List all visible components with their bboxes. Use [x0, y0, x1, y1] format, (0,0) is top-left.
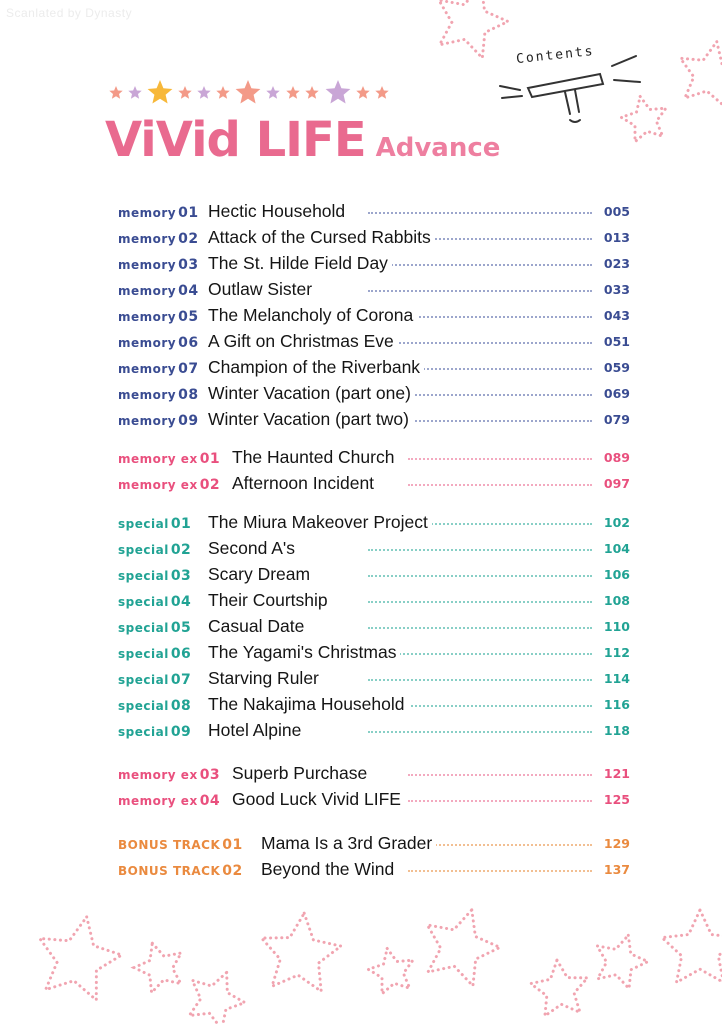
title-main: ViVid LIFE: [105, 112, 366, 168]
entry-title: The Miura Makeover Project: [208, 512, 432, 533]
entry-number: 03: [178, 257, 199, 273]
entry-label: [118, 477, 220, 493]
entry-page-number: 043: [603, 308, 630, 323]
toc-entry: [118, 832, 630, 856]
entry-page-number: 108: [603, 593, 630, 608]
entry-label: [118, 257, 199, 273]
entry-kind: special: [118, 543, 169, 557]
entry-title: Hectic Household: [208, 201, 349, 222]
entry-kind: special: [118, 621, 169, 635]
entry-number: 04: [170, 594, 192, 610]
entry-kind: special: [118, 725, 169, 739]
star-icon: [356, 86, 369, 99]
entry-title: A Gift on Christmas Eve: [208, 331, 398, 352]
toc-entry: [118, 537, 630, 561]
entry-page-number: 069: [603, 386, 630, 401]
entry-number: 08: [178, 387, 199, 403]
toc-entry: [118, 719, 630, 743]
entry-title: Starving Ruler: [208, 668, 323, 689]
leader-dots: [368, 290, 592, 292]
toc-entry: [118, 762, 630, 786]
entry-number: 02: [170, 542, 192, 558]
entry-title: Outlaw Sister: [208, 279, 316, 300]
entry-kind: special: [118, 647, 169, 661]
dotted-star-icon: [134, 943, 181, 992]
dotted-star-icon: [531, 960, 588, 1016]
entry-number: 02: [199, 477, 221, 493]
entry-label: [118, 863, 243, 879]
entry-number: 03: [170, 568, 192, 584]
toc-entry: [118, 858, 630, 882]
entry-kind: memory ex: [118, 794, 198, 808]
toc-entry: [118, 472, 630, 496]
entry-page-number: 089: [603, 450, 630, 465]
leader-dots: [368, 679, 592, 681]
entry-label: [118, 451, 220, 467]
entry-title: Casual Date: [208, 616, 308, 637]
entry-kind: memory ex: [118, 452, 198, 466]
entry-kind: memory ex: [118, 478, 198, 492]
scanlator-watermark: Scanlated by Dynasty: [6, 6, 133, 20]
entry-label: [118, 283, 199, 299]
entry-title: The Melancholy of Corona: [208, 305, 417, 326]
dotted-star-icon: [662, 910, 722, 982]
entry-title: Their Courtship: [208, 590, 332, 611]
dotted-star-icon: [189, 972, 245, 1024]
toc-entry: [118, 788, 630, 812]
entry-kind: special: [118, 569, 169, 583]
leader-dots: [368, 342, 592, 344]
entry-label: [118, 646, 191, 662]
entry-label: [118, 568, 191, 584]
toc-entry: [118, 356, 630, 380]
leader-dots: [368, 212, 592, 214]
entry-number: 02: [178, 231, 199, 247]
dotted-star-icon: [427, 910, 500, 986]
leader-dots: [408, 484, 592, 486]
entry-page-number: 137: [603, 862, 630, 877]
entry-number: 03: [199, 767, 221, 783]
entry-label: [118, 594, 191, 610]
toc-entry: [118, 667, 630, 691]
entry-page-number: 116: [603, 697, 630, 712]
dotted-star-icon: [439, 0, 508, 58]
leader-dots: [368, 549, 592, 551]
entry-title: Hotel Alpine: [208, 720, 305, 741]
leader-dots: [368, 575, 592, 577]
star-icon: [236, 80, 261, 104]
dotted-star-icon: [40, 917, 122, 1000]
toc-entry: [118, 200, 630, 224]
entry-page-number: 079: [603, 412, 630, 427]
entry-kind: memory: [118, 388, 177, 402]
entry-kind: memory: [118, 232, 177, 246]
star-icon: [197, 86, 210, 99]
entry-title: The Yagami's Christmas: [208, 642, 400, 663]
entry-page-number: 114: [603, 671, 630, 686]
series-title: [105, 110, 500, 170]
entry-label: [118, 413, 199, 429]
entry-label: [118, 335, 199, 351]
toc-entry: [118, 589, 630, 613]
toc-entry: [118, 693, 630, 717]
leader-dots: [408, 800, 592, 802]
entry-title: Good Luck Vivid LIFE: [232, 789, 405, 810]
entry-page-number: 059: [603, 360, 630, 375]
entry-kind: special: [118, 673, 169, 687]
entry-title: The Nakajima Household: [208, 694, 409, 715]
entry-number: 04: [199, 793, 221, 809]
entry-title: Scary Dream: [208, 564, 314, 585]
entry-kind: BONUS TRACK: [118, 864, 221, 878]
entry-kind: memory ex: [118, 768, 198, 782]
entry-kind: memory: [118, 362, 177, 376]
entry-label: [118, 698, 191, 714]
entry-title: Superb Purchase: [232, 763, 371, 784]
leader-dots: [408, 458, 592, 460]
toc-entry: [118, 304, 630, 328]
entry-page-number: 005: [603, 204, 630, 219]
entry-label: [118, 542, 191, 558]
entry-page-number: 013: [603, 230, 630, 245]
toc-entry: [118, 446, 630, 470]
entry-page-number: 125: [603, 792, 630, 807]
entry-label: [118, 361, 199, 377]
entry-label: [118, 387, 199, 403]
entry-number: 09: [178, 413, 199, 429]
entry-title: Champion of the Riverbank: [208, 357, 424, 378]
entry-label: [118, 767, 220, 783]
entry-kind: memory: [118, 258, 177, 272]
leader-dots: [408, 774, 592, 776]
entry-kind: memory: [118, 414, 177, 428]
toc-entry: [118, 330, 630, 354]
entry-label: [118, 205, 199, 221]
entry-title: Afternoon Incident: [232, 473, 378, 494]
star-icon: [148, 80, 173, 104]
toc-entry: [118, 408, 630, 432]
toc-entry: [118, 278, 630, 302]
entry-number: 07: [170, 672, 192, 688]
contents-label: Contents: [515, 43, 596, 68]
entry-number: 01: [222, 837, 243, 853]
entry-number: 04: [178, 283, 199, 299]
star-icon: [375, 86, 388, 99]
entry-label: [118, 620, 191, 636]
entry-kind: memory: [118, 336, 177, 350]
toc-entry: [118, 252, 630, 276]
entry-page-number: 106: [603, 567, 630, 582]
entry-page-number: 129: [603, 836, 630, 851]
entry-title: Winter Vacation (part two): [208, 409, 413, 430]
entry-title: Second A's: [208, 538, 299, 559]
entry-label: [118, 793, 220, 809]
star-icon: [178, 86, 191, 99]
entry-kind: special: [118, 595, 169, 609]
entry-kind: memory: [118, 310, 177, 324]
star-icon: [305, 86, 318, 99]
entry-number: 01: [170, 516, 192, 532]
star-icon: [109, 86, 122, 99]
entry-title: The Haunted Church: [232, 447, 398, 468]
leader-dots: [368, 601, 592, 603]
entry-page-number: 112: [603, 645, 630, 660]
entry-number: 06: [178, 335, 199, 351]
entry-number: 05: [170, 620, 192, 636]
entry-label: [118, 231, 199, 247]
title-sub: Advance: [375, 133, 501, 163]
entry-page-number: 118: [603, 723, 630, 738]
entry-page-number: 121: [603, 766, 630, 781]
star-icon: [216, 86, 229, 99]
entry-number: 01: [178, 205, 199, 221]
title-star-row: [109, 80, 388, 104]
entry-title: The St. Hilde Field Day: [208, 253, 392, 274]
dotted-star-icon: [621, 97, 666, 142]
entry-kind: memory: [118, 284, 177, 298]
leader-dots: [368, 731, 592, 733]
entry-number: 07: [178, 361, 199, 377]
entry-label: [118, 309, 199, 325]
dotted-star-icon: [597, 935, 648, 988]
entry-number: 05: [178, 309, 199, 325]
toc-entry: [118, 641, 630, 665]
entry-kind: memory: [118, 206, 177, 220]
entry-number: 02: [222, 863, 243, 879]
toc-entry: [118, 511, 630, 535]
toc-entry: [118, 226, 630, 250]
entry-kind: special: [118, 517, 169, 531]
leader-dots: [368, 264, 592, 266]
entry-label: [118, 724, 191, 740]
entry-number: 09: [170, 724, 192, 740]
entry-label: [118, 516, 191, 532]
entry-page-number: 033: [603, 282, 630, 297]
entry-kind: special: [118, 699, 169, 713]
entry-title: Attack of the Cursed Rabbits: [208, 227, 435, 248]
leader-dots: [368, 627, 592, 629]
leader-dots: [368, 653, 592, 655]
entry-title: Winter Vacation (part one): [208, 383, 415, 404]
leader-dots: [408, 870, 592, 872]
entry-kind: BONUS TRACK: [118, 838, 221, 852]
entry-page-number: 110: [603, 619, 630, 634]
entry-page-number: 051: [603, 334, 630, 349]
star-icon: [266, 86, 279, 99]
entry-number: 08: [170, 698, 192, 714]
dotted-star-icon: [368, 949, 413, 994]
entry-number: 06: [170, 646, 192, 662]
entry-page-number: 104: [603, 541, 630, 556]
entry-label: [118, 837, 243, 853]
dotted-star-icon: [680, 42, 722, 106]
toc-entry: [118, 382, 630, 406]
entry-page-number: 023: [603, 256, 630, 271]
star-icon: [128, 86, 141, 99]
entry-number: 01: [199, 451, 221, 467]
entry-title: Beyond the Wind: [261, 859, 398, 880]
entry-page-number: 097: [603, 476, 630, 491]
entry-title: Mama Is a 3rd Grader: [261, 833, 436, 854]
entry-label: [118, 672, 191, 688]
star-icon: [326, 80, 351, 104]
toc-entry: [118, 563, 630, 587]
entry-page-number: 102: [603, 515, 630, 530]
star-icon: [286, 86, 299, 99]
toc-entry: [118, 615, 630, 639]
dotted-star-icon: [262, 913, 341, 991]
